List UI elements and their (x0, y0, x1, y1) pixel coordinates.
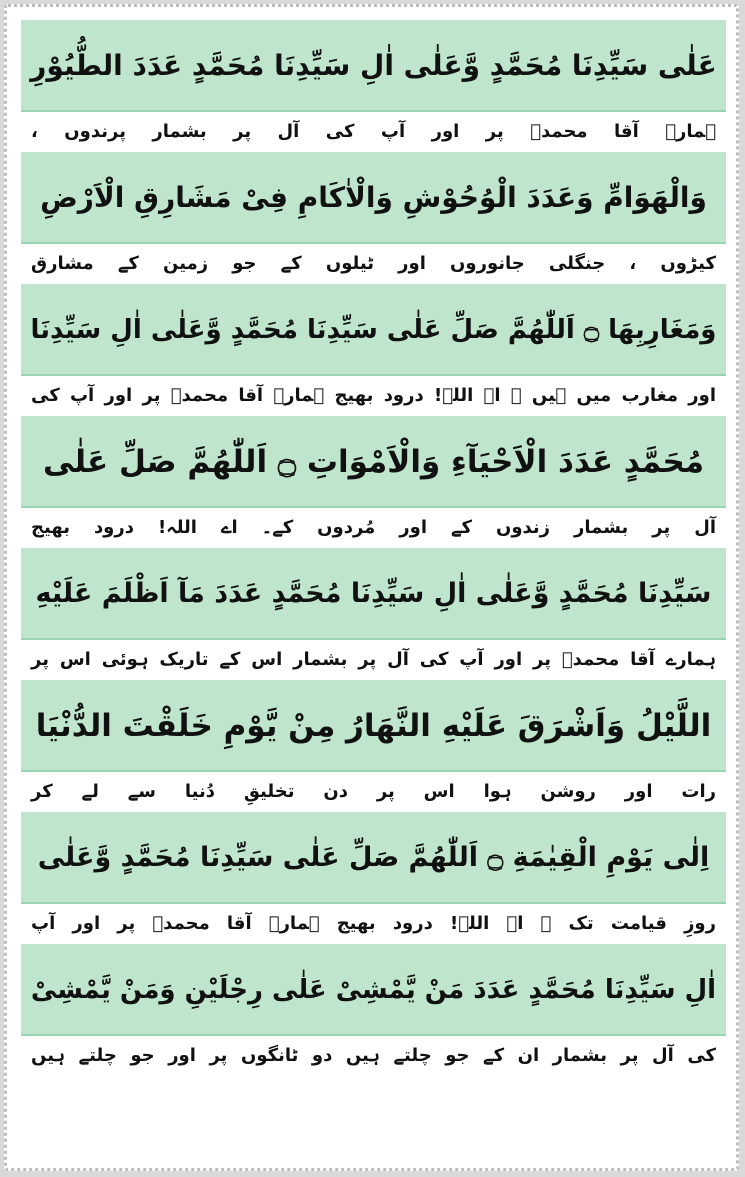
prayer-rows (21, 20, 726, 1076)
urdu-translation-2: کیڑوں ، جنگلی جانوروں اور ٹیلوں کے جو زمین کے مشارق (21, 244, 726, 284)
arabic-line-8: اٰلِ سَیِّدِنَا مُحَمَّدٍ عَدَدَ مَنْ یَّمْشِیْ عَلٰی رِجْلَیْنِ وَمَنْ یَّمْشِیْ (21, 944, 726, 1036)
urdu-translation-5: ہمارے آقا محمدؐ پر اور آپ کی آل پر بشمار اس کے تاریک ہوئی اس پر (21, 640, 726, 680)
urdu-translation-4: آل پر بشمار زندوں کے اور مُردوں کے۔ اے اللہ! درود بھیج (21, 508, 726, 548)
arabic-line-4: مُحَمَّدٍ عَدَدَ الْاَحْیَآءِ وَالْاَمْوَاتِ ۝ اَللّٰھُمَّ صَلِّ عَلٰی (21, 416, 726, 508)
prayer-page (21, 20, 726, 1162)
arabic-line-1: عَلٰی سَیِّدِنَا مُحَمَّدٍ وَّعَلٰی اٰلِ سَیِّدِنَا مُحَمَّدٍ عَدَدَ الطُّیُوْرِ (21, 20, 726, 112)
arabic-line-3: وَمَغَارِبِھَا ۝ اَللّٰھُمَّ صَلِّ عَلٰی سَیِّدِنَا مُحَمَّدٍ وَّعَلٰی اٰلِ سَیِّدِنَا (21, 284, 726, 376)
urdu-translation-6: رات اور روشن ہوا اس پر دن تخلیقِ دُنیا سے لے کر (21, 772, 726, 812)
urdu-translation-8: کی آل پر بشمار ان کے جو چلتے ہیں دو ٹانگوں پر اور جو چلتے ہیں (21, 1036, 726, 1076)
arabic-line-7: اِلٰی یَوْمِ الْقِیٰمَةِ ۝ اَللّٰھُمَّ صَلِّ عَلٰی سَیِّدِنَا مُحَمَّدٍ وَّعَلٰی (21, 812, 726, 904)
urdu-translation-1: ہمارے آقا محمدؐ پر اور آپ کی آل پر بشمار پرندوں ، (21, 112, 726, 152)
urdu-translation-3: اور مغارب میں ہیں ۔ اے اللہ! درود بھیج ہمارے آقا محمدؐ پر اور آپ کی (21, 376, 726, 416)
arabic-line-2: وَالْھَوَامِّ وَعَدَدَ الْوُحُوْشِ وَالْاٰکَامِ فِیْ مَشَارِقِ الْاَرْضِ (21, 152, 726, 244)
arabic-line-5: سَیِّدِنَا مُحَمَّدٍ وَّعَلٰی اٰلِ سَیِّدِنَا مُحَمَّدٍ عَدَدَ مَآ اَظْلَمَ عَلَیْهِ (21, 548, 726, 640)
arabic-line-6: اللَّیْلُ وَاَشْرَقَ عَلَیْهِ النَّھَارُ مِنْ یَّوْمِ خَلَقْتَ الدُّنْیَا (21, 680, 726, 772)
urdu-translation-7: روزِ قیامت تک ۔ اے اللہ! درود بھیج ہمارے آقا محمدؐ پر اور آپ (21, 904, 726, 944)
